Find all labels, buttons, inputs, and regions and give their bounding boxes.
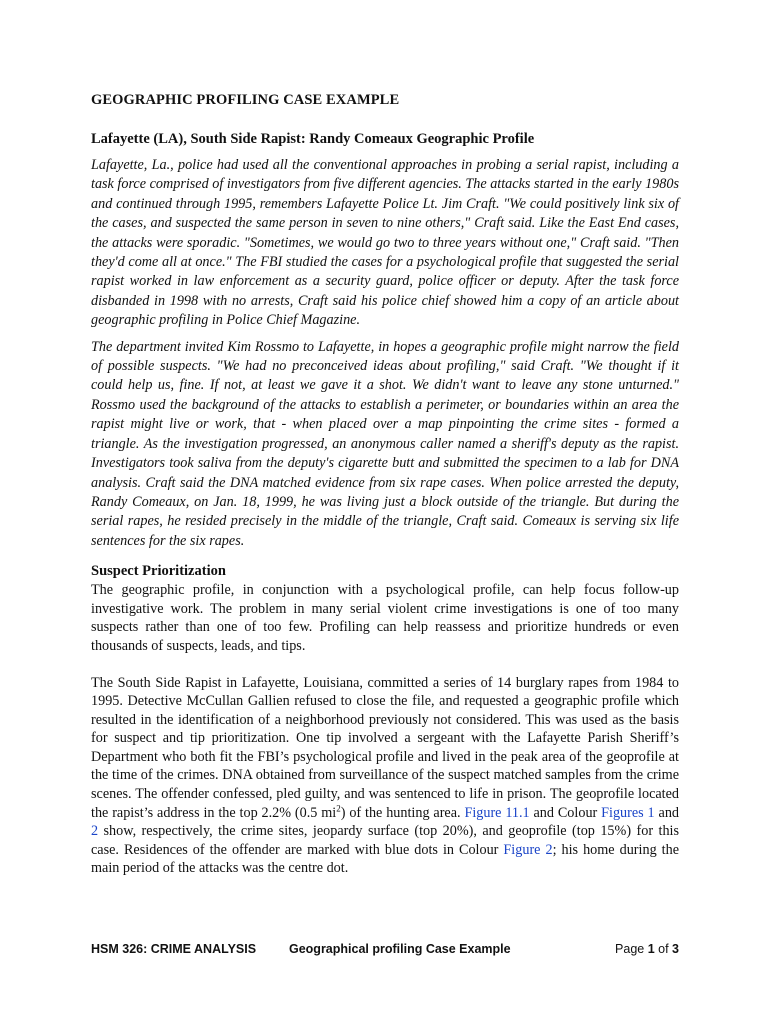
page-current: 1 bbox=[647, 942, 655, 956]
para-text: The South Side Rapist in Lafayette, Louisiana, committed a series of 14 burglary rapes from 1984 to 1995. Detective McCullan Gallien refused to close the file, and requested a geographic profile which resulted in the identification of a neighborhood previously not considered. This was used as the basis for suspect and tip prioritization. One tip involved a sergeant with the Lafayette Parish Sheriff’s Department who both fit the FBI’s psychological profile and lived in the peak area of the geoprofile at the time of the crimes. DNA obtained from surveillance of the suspect matched samples from the crime scenes. The offender confessed, pled guilty, and was sentenced to life in prison. The geoprofile located the rapist’s address in the top 2.2% (0.5 mi bbox=[91, 674, 679, 821]
footer-course: HSM 326: CRIME ANALYSIS bbox=[91, 942, 257, 956]
case-paragraph-2: The department invited Kim Rossmo to Lafayette, in hopes a geographic profile might narrow the field of possible suspects. "We had no preconceived ideas about profiling," said Craft. "We thought if it could help us, fine. If not, at least we gave it a shot. We didn't want to leave any stone unturned." Rossmo used the background of the attacks to establish a perimeter, or boundaries within an area the rapist might live or work, that - when placed over a map pinpointing the crime sites - formed a triangle. As the investigation progressed, an anonymous caller named a sheriff's deputy as the rapist. Investigators took saliva from the deputy's cigarette butt and submitted the specimen to a lab for DNA analysis. Craft said the DNA matched evidence from six rape cases. When police arrested the deputy, Randy Comeaux, on Jan. 18, 1999, he was living just a block outside of the triangle. But during the serial rapes, he resided precisely in the middle of the triangle, Craft said. Comeaux is serving six life sentences for the six rapes. bbox=[91, 338, 679, 549]
para-text: and Colour bbox=[529, 804, 602, 821]
para-text: show, respectively, the crime sites, jeopardy surface (top 20%), and geoprofile (top 15%) for this case. Residences of the offender are marked with blue dots in Colour bbox=[91, 823, 679, 858]
page-number bbox=[615, 942, 679, 956]
page-word: Page bbox=[615, 942, 648, 956]
section-heading: Suspect Prioritization bbox=[91, 563, 226, 580]
para-text: and bbox=[654, 804, 680, 821]
case-paragraph-1: Lafayette, La., police had used all the conventional approaches in probing a serial rapist, including a task force comprised of investigators from five different agencies. The attacks started in the early 1980s and continued through 1995, remembers Lafayette Police Lt. Jim Craft. "We could positively link six of the cases, and suspected the same person in seven to nine others," Craft said. Like the East End cases, the attacks were sporadic. "Sometimes, we would go two to three years without one," Craft said. "Then they'd come all at once." The FBI studied the cases for a psychological profile that suggested the serial rapist worked in law enforcement as a security guard, police officer or deputy. After the task force disbanded in 1998 with no arrests, Craft said his police chief showed him a copy of an article about geographic profiling in Police Chief Magazine. bbox=[91, 157, 679, 329]
figure-2-link-short[interactable]: 2 bbox=[91, 823, 99, 840]
figures-1-link[interactable]: Figures 1 bbox=[601, 804, 655, 821]
para-text: ) of the hunting area. bbox=[340, 804, 465, 821]
page-of: of bbox=[654, 942, 673, 956]
page-footer bbox=[91, 942, 679, 956]
page-total: 3 bbox=[672, 942, 679, 956]
section-paragraph-1: The geographic profile, in conjunction with a psychological profile, can help focus follow-up investigative work. The problem in many serial violent crime investigations is one of too many suspects rather than one of too few. Profiling can help reassess and prioritize hundreds or even thousands of suspects, leads, and tips. bbox=[91, 582, 679, 654]
para-text: ; his home during the main period of the attacks was the centre dot. bbox=[91, 841, 679, 877]
figure-11-1-link[interactable]: Figure 11.1 bbox=[464, 804, 530, 821]
case-heading: Lafayette (LA), South Side Rapist: Randy Comeaux Geographic Profile bbox=[91, 131, 535, 147]
document-title: GEOGRAPHIC PROFILING CASE EXAMPLE bbox=[91, 92, 400, 108]
footer-document-name: Geographical profiling Case Example bbox=[289, 942, 511, 956]
section-paragraph-2 bbox=[91, 674, 679, 879]
superscript: 2 bbox=[336, 802, 341, 813]
figure-2-link[interactable]: Figure 2 bbox=[503, 841, 553, 858]
